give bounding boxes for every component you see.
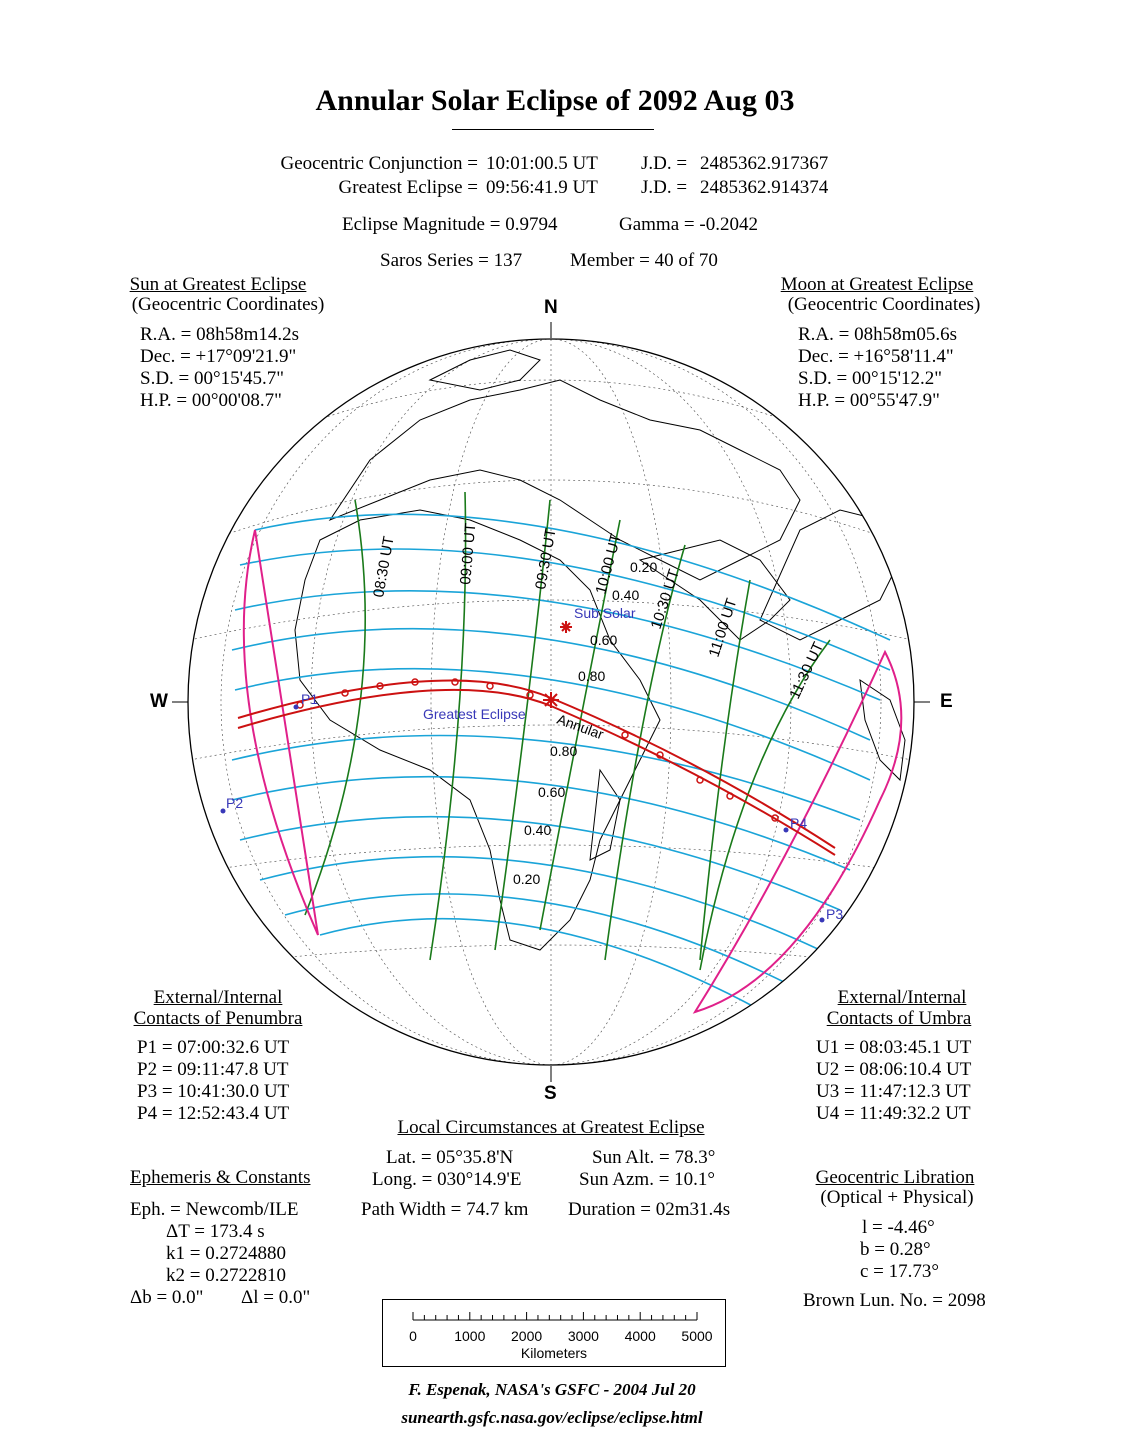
saros-member: Member = 40 of 70 <box>570 250 718 271</box>
local-duration: Duration = 02m31.4s <box>568 1199 731 1220</box>
mag-label-s-080: 0.80 <box>550 743 578 759</box>
moon-heading-text: Moon at Greatest Eclipse <box>780 274 974 295</box>
umbra-u3: U3 = 11:47:12.3 UT <box>816 1081 971 1102</box>
sub-solar-label: Sub Solar <box>574 605 636 621</box>
penumbra-heading-1-text: External/Internal <box>153 987 283 1008</box>
local-sun-azm: Sun Azm. = 10.1° <box>579 1169 716 1190</box>
footer-credit: F. Espenak, NASA's GSFC - 2004 Jul 20 <box>408 1380 696 1399</box>
conjunction-label: Geocentric Conjunction = <box>280 153 478 174</box>
mag-label-n-080: 0.80 <box>578 668 606 684</box>
distance-scale <box>382 1299 726 1367</box>
direction-north: N <box>544 297 558 318</box>
local-heading <box>380 1117 722 1139</box>
p3-label: P3 <box>826 906 844 922</box>
local-lat: Lat. = 05°35.8'N <box>386 1147 514 1168</box>
scale-tick-0: 0 <box>409 1328 417 1344</box>
p2-label: P2 <box>226 795 244 811</box>
ut-label-0900: 09:00 UT <box>457 522 480 586</box>
ut-label-1100: 11:00 UT <box>705 596 741 660</box>
p4-label: P4 <box>790 815 808 831</box>
local-path-width: Path Width = 74.7 km <box>361 1199 529 1220</box>
mag-label-n-060: 0.60 <box>590 632 618 648</box>
penumbra-p2: P2 = 09:11:47.8 UT <box>137 1059 289 1080</box>
ut-label-1000: 10:00 UT <box>592 532 625 597</box>
scale-tick-1000: 1000 <box>454 1328 486 1344</box>
mag-label-s-020: 0.20 <box>513 871 541 887</box>
umbra-u4: U4 = 11:49:32.2 UT <box>816 1103 971 1124</box>
penumbra-heading-2-text: Contacts of Penumbra <box>133 1008 303 1029</box>
scale-tick-2000: 2000 <box>511 1328 543 1344</box>
ephemeris-heading-text: Ephemeris & Constants <box>130 1167 311 1188</box>
greatest-eclipse-label: Greatest Eclipse = <box>338 177 478 198</box>
umbra-heading-2 <box>814 1008 984 1030</box>
scale-tick-marks <box>413 1312 697 1320</box>
ephemeris-k1: k1 = 0.2724880 <box>166 1243 286 1264</box>
scale-tick-3000: 3000 <box>567 1328 599 1344</box>
mag-label-s-060: 0.60 <box>538 784 566 800</box>
greatest-eclipse-jd-label: J.D. = <box>641 177 688 198</box>
ephemeris-db: Δb = 0.0" <box>130 1287 204 1308</box>
greatest-eclipse-jd: 2485362.914374 <box>700 177 829 198</box>
libration-heading <box>809 1167 981 1189</box>
local-heading-text: Local Circumstances at Greatest Eclipse <box>397 1117 705 1138</box>
penumbra-heading-2 <box>125 1008 311 1030</box>
greatest-eclipse-label: Greatest Eclipse <box>423 706 526 722</box>
ut-label-1130: 11:30 UT <box>786 639 828 702</box>
magnitude-curves <box>232 514 890 1010</box>
sun-sd: S.D. = 00°15'45.7" <box>140 368 285 389</box>
sun-heading-text: Sun at Greatest Eclipse <box>129 274 307 295</box>
scale-bar <box>383 1300 725 1366</box>
moon-sd: S.D. = 00°15'12.2" <box>798 368 943 389</box>
moon-hp: H.P. = 00°55'47.9" <box>798 390 940 411</box>
conjunction-jd: 2485362.917367 <box>700 153 829 174</box>
eclipse-magnitude: Eclipse Magnitude = 0.9794 <box>342 214 558 235</box>
sub-solar-marker <box>560 621 572 633</box>
conjunction-time: 10:01:00.5 UT <box>486 153 598 174</box>
annular-label: Annular <box>554 710 606 743</box>
libration-subheading: (Optical + Physical) <box>820 1187 974 1208</box>
penumbra-heading-1 <box>130 987 306 1009</box>
ephemeris-k2: k2 = 0.2722810 <box>166 1265 286 1286</box>
mag-label-n-040: 0.40 <box>612 587 640 603</box>
penumbra-p4: P4 = 12:52:43.4 UT <box>137 1103 290 1124</box>
local-sun-alt: Sun Alt. = 78.3° <box>592 1147 716 1168</box>
sun-hp: H.P. = 00°00'08.7" <box>140 390 282 411</box>
libration-c: c = 17.73° <box>860 1261 939 1282</box>
penumbra-p3: P3 = 10:41:30.0 UT <box>137 1081 290 1102</box>
gamma: Gamma = -0.2042 <box>619 214 758 235</box>
umbra-heading-1-text: External/Internal <box>837 987 967 1008</box>
direction-west: W <box>150 691 168 712</box>
moon-ra: R.A. = 08h58m05.6s <box>798 324 958 345</box>
greatest-eclipse-time: 09:56:41.9 UT <box>486 177 598 198</box>
p2-dot <box>221 809 226 814</box>
p3-dot <box>820 918 825 923</box>
p1-label: P1 <box>301 691 319 707</box>
sun-dec: Dec. = +17°09'21.9" <box>140 346 297 367</box>
ephemeris-heading <box>130 1167 310 1189</box>
libration-l: l = -4.46° <box>862 1217 935 1238</box>
ephemeris-eph: Eph. = Newcomb/ILE <box>130 1199 299 1220</box>
scale-tick-4000: 4000 <box>624 1328 656 1344</box>
greatest-eclipse-marker <box>543 692 559 708</box>
moon-subheading: (Geocentric Coordinates) <box>787 294 981 315</box>
libration-b: b = 0.28° <box>860 1239 931 1260</box>
libration-heading-text: Geocentric Libration <box>815 1167 975 1188</box>
sun-subheading: (Geocentric Coordinates) <box>131 294 325 315</box>
scale-tick-5000: 5000 <box>681 1328 713 1344</box>
libration-brown: Brown Lun. No. = 2098 <box>803 1290 986 1311</box>
ephemeris-dl: Δl = 0.0" <box>241 1287 311 1308</box>
saros-series: Saros Series = 137 <box>380 250 523 271</box>
umbra-heading-1 <box>814 987 990 1009</box>
ut-label-0830: 08:30 UT <box>370 534 398 599</box>
mag-label-n-020: 0.20 <box>630 559 658 575</box>
p1-dot <box>294 705 299 710</box>
umbra-u1: U1 = 08:03:45.1 UT <box>816 1037 972 1058</box>
umbra-u2: U2 = 08:06:10.4 UT <box>816 1059 972 1080</box>
page-title: Annular Solar Eclipse of 2092 Aug 03 <box>315 84 795 117</box>
direction-east: E <box>940 691 953 712</box>
ut-label-1030: 10:30 UT <box>647 567 683 632</box>
ephemeris-dt: ΔT = 173.4 s <box>166 1221 265 1242</box>
penumbra-p1: P1 = 07:00:32.6 UT <box>137 1037 290 1058</box>
ut-label-0930: 09:30 UT <box>532 526 560 591</box>
local-long: Long. = 030°14.9'E <box>372 1169 522 1190</box>
scale-unit: Kilometers <box>520 1345 588 1361</box>
sun-ra: R.A. = 08h58m14.2s <box>140 324 300 345</box>
moon-dec: Dec. = +16°58'11.4" <box>798 346 954 367</box>
footer-url[interactable]: sunearth.gsfc.nasa.gov/eclipse/eclipse.html <box>401 1408 703 1427</box>
direction-south: S <box>544 1083 557 1104</box>
p4-dot <box>784 828 789 833</box>
mag-label-s-040: 0.40 <box>524 822 552 838</box>
conjunction-jd-label: J.D. = <box>641 153 688 174</box>
umbra-heading-2-text: Contacts of Umbra <box>826 1008 972 1029</box>
